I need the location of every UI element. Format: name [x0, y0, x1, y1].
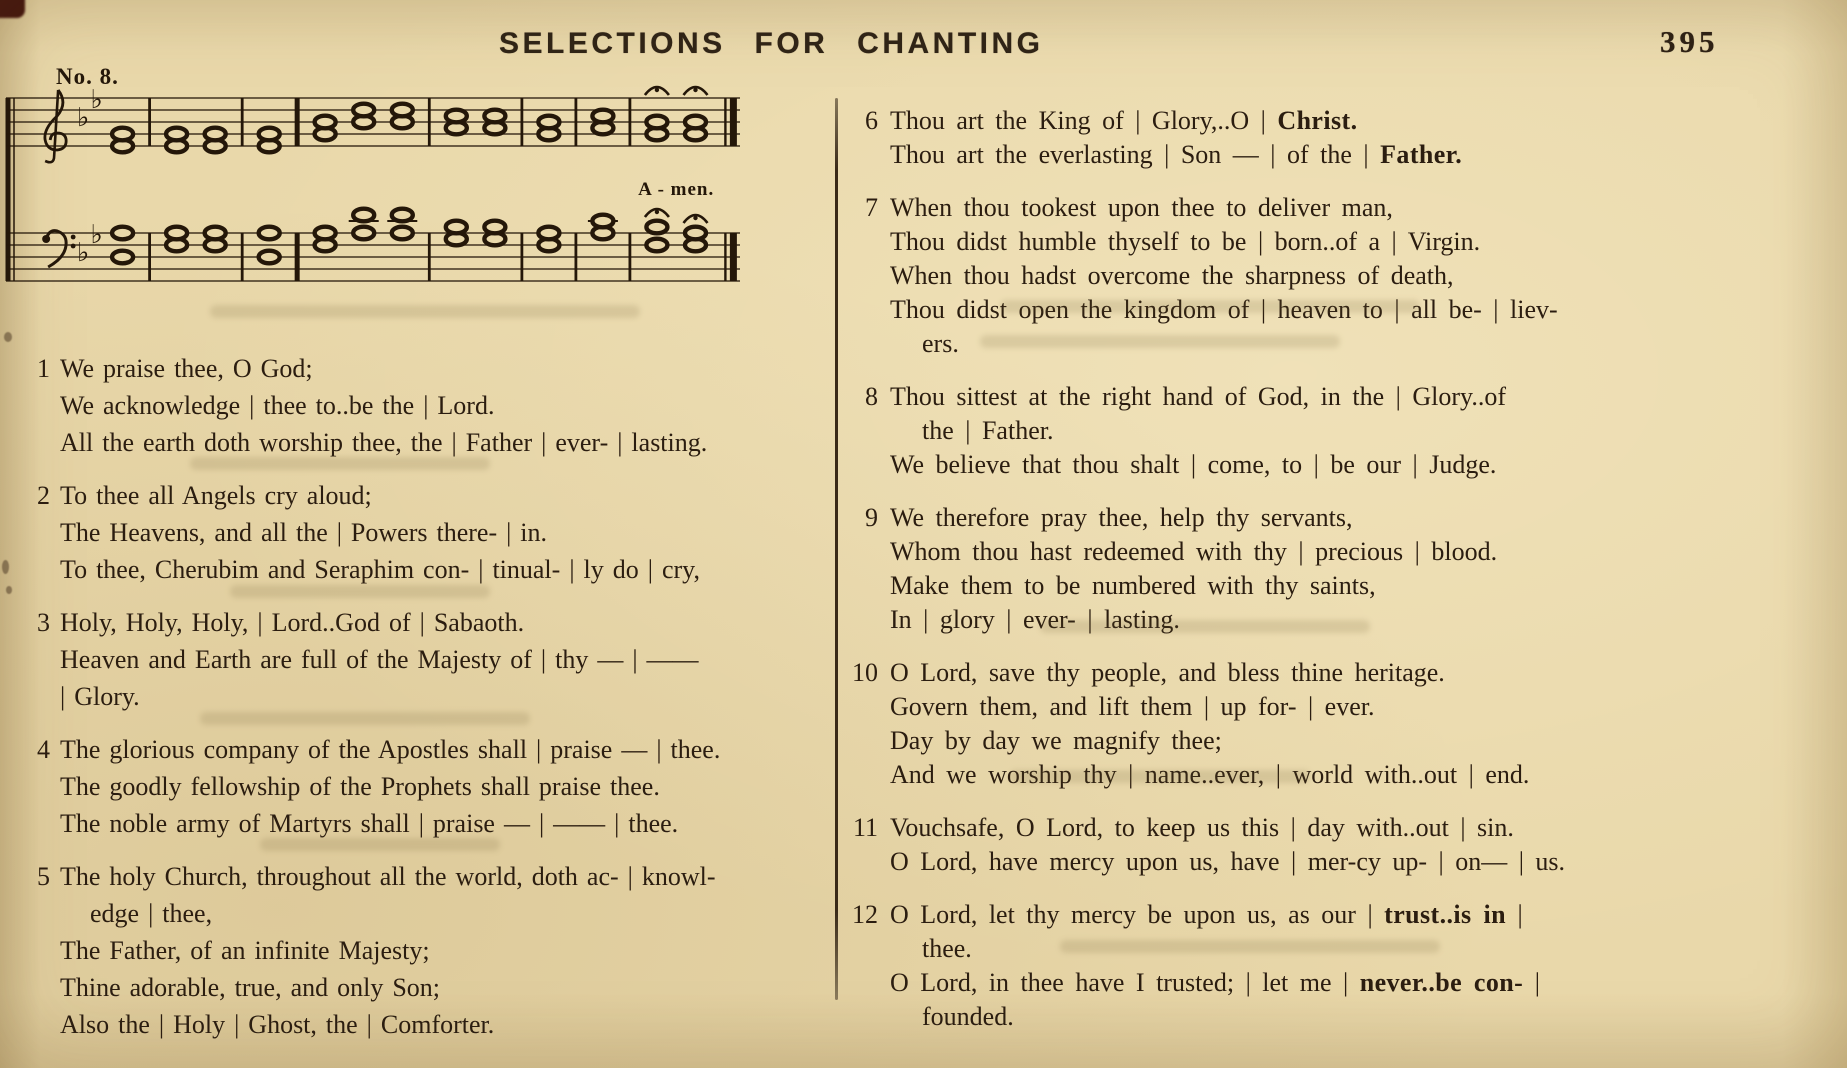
verse-line: In | glory | ever- | lasting. [890, 605, 1180, 634]
verse-9 [840, 501, 1840, 637]
bleedthrough-mark [260, 838, 500, 851]
bleedthrough-mark [1040, 620, 1370, 633]
verse-line: thee. [922, 934, 972, 963]
svg-text:♭: ♭ [77, 103, 90, 133]
verse-line: We believe that thou shalt | come, to | be our | Judge. [890, 450, 1497, 479]
verse-8 [840, 380, 1840, 482]
verse-line: 9 We therefore pray thee, help thy servants, [840, 501, 1840, 535]
verse-line: We acknowledge | thee to..be the | Lord. [60, 391, 495, 420]
verse-line: | Glory. [60, 682, 140, 711]
bleedthrough-mark [210, 305, 640, 318]
verse-line: 1 We praise thee, O God; [22, 350, 832, 387]
verse-2 [22, 477, 832, 588]
verse-12 [840, 898, 1840, 1034]
bleedthrough-mark [230, 585, 490, 598]
paper-speck [4, 332, 12, 342]
bleedthrough-mark [1000, 300, 1420, 313]
verse-line: 10 O Lord, save thy people, and bless thine heritage. [840, 656, 1840, 690]
svg-text:♭: ♭ [90, 85, 103, 115]
page-header: SELECTIONS FOR CHANTING [499, 27, 1044, 60]
bleedthrough-mark [190, 457, 490, 470]
verse-11 [840, 811, 1840, 879]
verses-right-column [840, 104, 1840, 1053]
verse-line: The noble army of Martyrs shall | praise — | —— | thee. [60, 809, 679, 838]
bleedthrough-mark [1060, 940, 1440, 953]
verse-number: 1 [37, 354, 50, 383]
verse-line: Thou didst open the kingdom of | heaven to | all be- | liev- [890, 295, 1558, 324]
verse-line: Day by day we magnify thee; [890, 726, 1222, 755]
verse-line: Thou art the everlasting | Son — | of the | Father. [890, 140, 1463, 169]
verse-line: The Heavens, and all the | Powers there- | in. [60, 518, 548, 547]
svg-text:♭: ♭ [77, 238, 90, 268]
verse-line: Thine adorable, true, and only Son; [60, 973, 441, 1002]
verse-line: 12 O Lord, let thy mercy be upon us, as our | trust..is in | [840, 898, 1840, 932]
verse-line: Also the | Holy | Ghost, the | Comforter. [60, 1010, 495, 1039]
verse-number: 3 [37, 608, 50, 637]
verse-line: 4 The glorious company of the Apostles shall | praise — | thee. [22, 731, 832, 768]
svg-text:♭: ♭ [90, 220, 103, 250]
verse-1 [22, 350, 832, 461]
verse-line: When thou hadst overcome the sharpness of death, [890, 261, 1454, 290]
verse-line: And we worship thy | name..ever, | world with..out | end. [890, 760, 1530, 789]
amen-text: A - men. [638, 179, 715, 200]
verse-line: founded. [922, 1002, 1014, 1031]
verse-line: All the earth doth worship thee, the | Father | ever- | lasting. [60, 428, 708, 457]
chant-number-label: No. 8. [56, 64, 119, 89]
paper-speck [2, 560, 9, 574]
bleedthrough-mark [1010, 770, 1310, 783]
paper-speck [6, 586, 12, 594]
verse-line: 6 Thou art the King of | Glory,..O | Christ. [840, 104, 1840, 138]
verse-number: 4 [37, 735, 50, 764]
verse-line: the | Father. [922, 416, 1054, 445]
page-corner-stain [0, 0, 25, 18]
verse-6 [840, 104, 1840, 172]
verse-line: ers. [922, 329, 959, 358]
page-number: 395 [1660, 24, 1719, 59]
verse-line: 8 Thou sittest at the right hand of God, in the | Glory..of [840, 380, 1840, 414]
verse-line: O Lord, have mercy upon us, have | mer-cy up- | on— | us. [890, 847, 1566, 876]
verse-line: Whom thou hast redeemed with thy | precious | blood. [890, 537, 1498, 566]
bleedthrough-mark [980, 335, 1340, 348]
verse-line: 3 Holy, Holy, Holy, | Lord..God of | Sabaoth. [22, 604, 832, 641]
verse-number: 10 [852, 658, 878, 687]
column-divider-rule [835, 98, 838, 1000]
verse-line: 7 When thou tookest upon thee to deliver man, [840, 191, 1840, 225]
verse-line: edge | thee, [90, 899, 213, 928]
verse-line: 11 Vouchsafe, O Lord, to keep us this | day with..out | sin. [840, 811, 1840, 845]
verse-3 [22, 604, 832, 715]
verse-number: 5 [37, 862, 50, 891]
verse-number: 6 [865, 106, 878, 135]
verse-4 [22, 731, 832, 842]
verse-number: 12 [852, 900, 878, 929]
verse-number: 2 [37, 481, 50, 510]
verse-line: To thee, Cherubim and Seraphim con- | tinual- | ly do | cry, [60, 555, 700, 584]
verse-line: Govern them, and lift them | up for- | ever. [890, 692, 1375, 721]
verse-line: 5 The holy Church, throughout all the world, doth ac- | knowl- [22, 858, 832, 895]
verse-5 [22, 858, 832, 1043]
verse-line: The Father, of an infinite Majesty; [60, 936, 430, 965]
music-notation [4, 83, 744, 301]
verse-line: Heaven and Earth are full of the Majesty of | thy — | —— [60, 645, 699, 674]
verse-10 [840, 656, 1840, 792]
verse-number: 8 [865, 382, 878, 411]
verse-number: 7 [865, 193, 878, 222]
verse-line: Make them to be numbered with thy saints, [890, 571, 1376, 600]
verse-line: Thou didst humble thyself to be | born..of a | Virgin. [890, 227, 1481, 256]
verse-line: 2 To thee all Angels cry aloud; [22, 477, 832, 514]
verse-line: O Lord, in thee have I trusted; | let me | never..be con- | [890, 968, 1540, 997]
chant-score [4, 83, 744, 301]
verse-line: The goodly fellowship of the Prophets shall praise thee. [60, 772, 660, 801]
verse-number: 9 [865, 503, 878, 532]
verse-number: 11 [852, 813, 878, 842]
bleedthrough-mark [200, 712, 530, 725]
